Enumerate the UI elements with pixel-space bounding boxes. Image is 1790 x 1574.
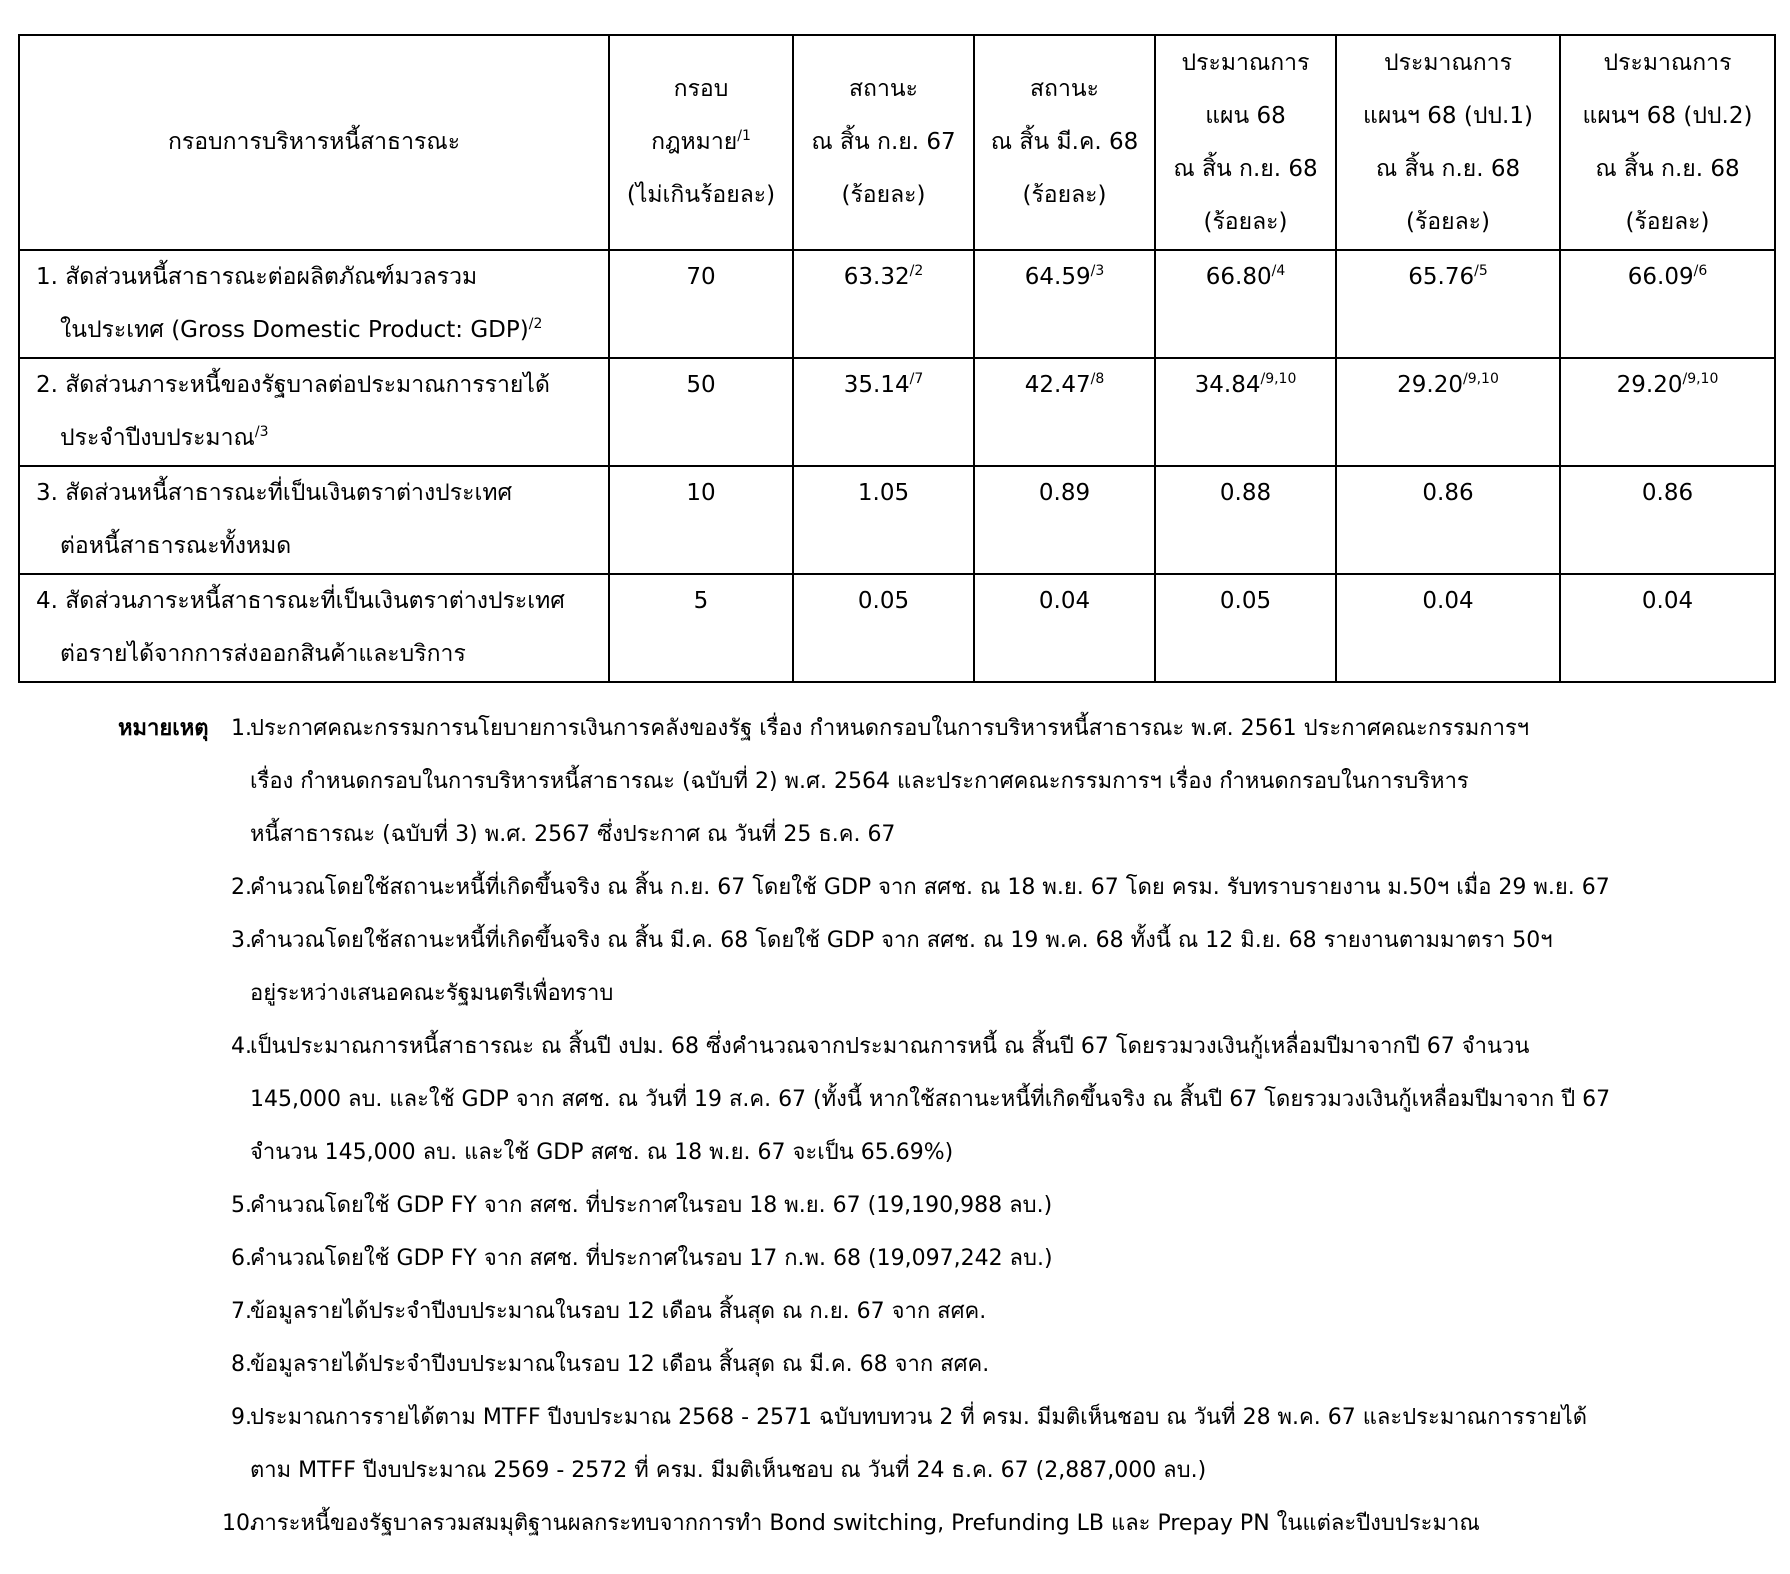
value-cell: $29.20^{/9,10}$ — [1560, 358, 1775, 466]
legal-limit-cell: 70 — [609, 250, 793, 358]
table-row — [19, 574, 1775, 682]
footnote-item — [18, 1285, 1774, 1338]
footnote-item — [18, 702, 1774, 861]
value-cell: 1.05 — [793, 466, 974, 574]
footnote-item — [18, 1497, 1774, 1550]
header-status-mar68: สถานะ ณ สิ้น มี.ค. 68 (ร้อยละ) — [974, 35, 1155, 250]
footnote-line: ประกาศคณะกรรมการนโยบายการเงินการคลังของรัฐ เรื่อง กำหนดกรอบในการบริหารหนี้สาธารณะ พ.ศ. 2561 ประกาศคณะกรรมการฯ — [250, 716, 1530, 741]
value-cell: 0.05 — [1155, 574, 1336, 682]
table-row — [19, 250, 1775, 358]
footnote-number: 3. — [231, 928, 252, 953]
value-cell: $66.09^{/6}$ — [1560, 250, 1775, 358]
header-status-sep67: สถานะ ณ สิ้น ก.ย. 67 (ร้อยละ) — [793, 35, 974, 250]
value-cell: $34.84^{/9,10}$ — [1155, 358, 1336, 466]
legal-limit-cell: 10 — [609, 466, 793, 574]
footnotes-list — [18, 702, 1774, 1550]
footnote-line: คำนวณโดยใช้สถานะหนี้ที่เกิดขึ้นจริง ณ สิ้น ก.ย. 67 โดยใช้ GDP จาก สศช. ณ 18 พ.ย. 67 โดย ครม. รับทราบรายงาน ม.50ฯ เมื่อ 29 พ.ย. 67 — [250, 875, 1610, 900]
footnote-number: 7. — [231, 1299, 252, 1324]
footnote-line: หนี้สาธารณะ (ฉบับที่ 3) พ.ศ. 2567 ซึ่งประกาศ ณ วันที่ 25 ธ.ค. 67 — [250, 822, 896, 847]
legal-limit-cell: 5 — [609, 574, 793, 682]
footnote-item — [18, 1179, 1774, 1232]
footnote-line: ข้อมูลรายได้ประจำปีงบประมาณในรอบ 12 เดือน สิ้นสุด ณ ก.ย. 67 จาก สศค. — [250, 1299, 987, 1324]
value-cell: $66.80^{/4}$ — [1155, 250, 1336, 358]
footnote-number: 4. — [231, 1034, 252, 1059]
footnote-line: จำนวน 145,000 ลบ. และใช้ GDP สศช. ณ 18 พ.ย. 67 จะเป็น 65.69%) — [250, 1140, 954, 1165]
header-plan68: ประมาณการ แผน 68 ณ สิ้น ก.ย. 68 (ร้อยละ) — [1155, 35, 1336, 250]
footnote-line: คำนวณโดยใช้ GDP FY จาก สศช. ที่ประกาศในรอบ 18 พ.ย. 67 (19,190,988 ลบ.) — [250, 1193, 1053, 1218]
value-cell: 0.86 — [1560, 466, 1775, 574]
footnote-line: เรื่อง กำหนดกรอบในการบริหารหนี้สาธารณะ (ฉบับที่ 2) พ.ศ. 2564 และประกาศคณะกรรมการฯ เรื่อง กำหนดกรอบในการบริหาร — [250, 769, 1469, 794]
footnote-item — [18, 1020, 1774, 1179]
footnote-item — [18, 861, 1774, 914]
footnote-number: 6. — [231, 1246, 252, 1271]
table-header-row — [19, 35, 1775, 250]
value-cell: 0.89 — [974, 466, 1155, 574]
value-cell: 0.88 — [1155, 466, 1336, 574]
table-row — [19, 466, 1775, 574]
footnotes — [18, 702, 1774, 1550]
header-framework: กรอบการบริหารหนี้สาธารณะ — [19, 35, 609, 250]
footnote-line: อยู่ระหว่างเสนอคณะรัฐมนตรีเพื่อทราบ — [250, 981, 614, 1006]
table-row — [19, 358, 1775, 466]
row-label: 1. สัดส่วนหนี้สาธารณะต่อผลิตภัณฑ์มวลรวม ในประเทศ (Gross Domestic Product: GDP)$^{/2}$ — [19, 250, 609, 358]
footnote-number: 10. — [222, 1511, 257, 1536]
footnote-line: 145,000 ลบ. และใช้ GDP จาก สศช. ณ วันที่ 19 ส.ค. 67 (ทั้งนี้ หากใช้สถานะหนี้ที่เกิดขึ้นจริง ณ สิ้นปี 67 โดยรวมวงเงินกู้เหลื่อมปีมาจาก ปี 67 — [250, 1087, 1611, 1112]
row-label: 3. สัดส่วนหนี้สาธารณะที่เป็นเงินตราต่างประเทศ ต่อหนี้สาธารณะทั้งหมด — [19, 466, 609, 574]
footnote-number: 5. — [231, 1193, 252, 1218]
footnote-line: เป็นประมาณการหนี้สาธารณะ ณ สิ้นปี งปม. 68 ซึ่งคำนวณจากประมาณการหนี้ ณ สิ้นปี 67 โดยรวมวงเงินกู้เหลื่อมปีมาจากปี 67 จำนวน — [250, 1034, 1530, 1059]
footnote-line: ตาม MTFF ปีงบประมาณ 2569 - 2572 ที่ ครม. มีมติเห็นชอบ ณ วันที่ 24 ธ.ค. 67 (2,887,000 ลบ.) — [250, 1458, 1207, 1483]
value-cell: $64.59^{/3}$ — [974, 250, 1155, 358]
footnote-item — [18, 1391, 1774, 1497]
document-page — [18, 34, 1774, 1536]
value-cell: 0.05 — [793, 574, 974, 682]
footnotes-title: หมายเหตุ — [118, 716, 209, 741]
value-cell: $35.14^{/7}$ — [793, 358, 974, 466]
footnote-number: 1. — [231, 716, 252, 741]
header-plan68-rev1: ประมาณการ แผนฯ 68 (ปป.1) ณ สิ้น ก.ย. 68 (ร้อยละ) — [1336, 35, 1560, 250]
footnote-line: ข้อมูลรายได้ประจำปีงบประมาณในรอบ 12 เดือน สิ้นสุด ณ มี.ค. 68 จาก สศค. — [250, 1352, 990, 1377]
row-label: 4. สัดส่วนภาระหนี้สาธารณะที่เป็นเงินตราต่างประเทศ ต่อรายได้จากการส่งออกสินค้าและบริการ — [19, 574, 609, 682]
value-cell: $65.76^{/5}$ — [1336, 250, 1560, 358]
legal-limit-cell: 50 — [609, 358, 793, 466]
value-cell: 0.86 — [1336, 466, 1560, 574]
footnote-number: 2. — [231, 875, 252, 900]
value-cell: 0.04 — [1560, 574, 1775, 682]
footnote-line: ประมาณการรายได้ตาม MTFF ปีงบประมาณ 2568 - 2571 ฉบับทบทวน 2 ที่ ครม. มีมติเห็นชอบ ณ วันที่ 28 พ.ค. 67 และประมาณการรายได้ — [250, 1405, 1587, 1430]
footnote-number: 8. — [231, 1352, 252, 1377]
value-cell: $63.32^{/2}$ — [793, 250, 974, 358]
header-plan68-rev2: ประมาณการ แผนฯ 68 (ปป.2) ณ สิ้น ก.ย. 68 (ร้อยละ) — [1560, 35, 1775, 250]
value-cell: $42.47^{/8}$ — [974, 358, 1155, 466]
footnote-item — [18, 914, 1774, 1020]
header-legal-limit: กรอบ กฎหมาย$^{/1}$ (ไม่เกินร้อยละ) — [609, 35, 793, 250]
footnote-line: คำนวณโดยใช้สถานะหนี้ที่เกิดขึ้นจริง ณ สิ้น มี.ค. 68 โดยใช้ GDP จาก สศช. ณ 19 พ.ค. 68 ทั้งนี้ ณ 12 มิ.ย. 68 รายงานตามมาตรา 50ฯ — [250, 928, 1553, 953]
public-debt-framework-table — [18, 34, 1776, 683]
value-cell: 0.04 — [1336, 574, 1560, 682]
value-cell: 0.04 — [974, 574, 1155, 682]
footnote-line: คำนวณโดยใช้ GDP FY จาก สศช. ที่ประกาศในรอบ 17 ก.พ. 68 (19,097,242 ลบ.) — [250, 1246, 1053, 1271]
row-label: 2. สัดส่วนภาระหนี้ของรัฐบาลต่อประมาณการรายได้ ประจำปีงบประมาณ$^{/3}$ — [19, 358, 609, 466]
footnote-line: ภาระหนี้ของรัฐบาลรวมสมมุติฐานผลกระทบจากการทำ Bond switching, Prefunding LB และ Prepay PN ในแต่ละปีงบประมาณ — [250, 1511, 1480, 1536]
footnote-item — [18, 1338, 1774, 1391]
footnote-number: 9. — [231, 1405, 252, 1430]
value-cell: $29.20^{/9,10}$ — [1336, 358, 1560, 466]
footnote-item — [18, 1232, 1774, 1285]
